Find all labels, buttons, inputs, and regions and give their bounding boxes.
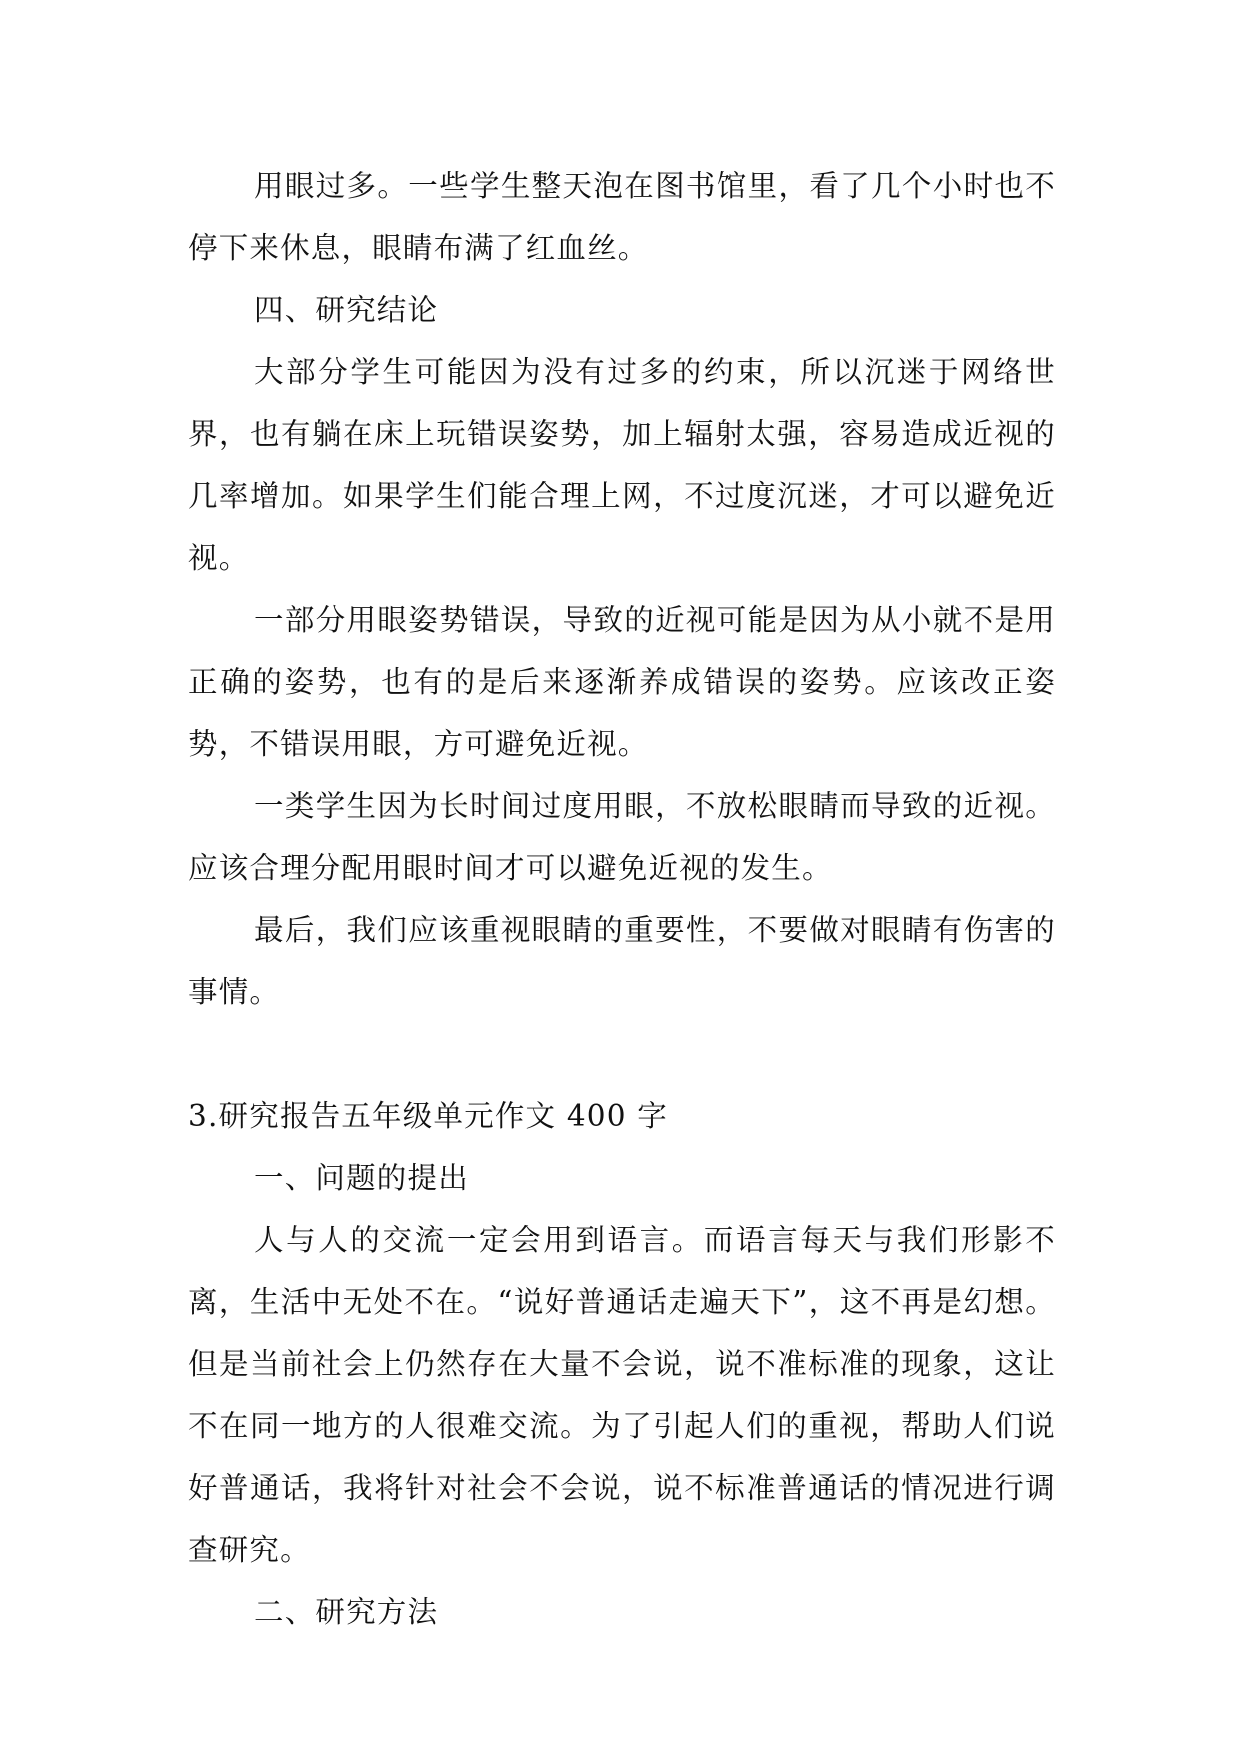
- article-title: 3.研究报告五年级单元作文 400 字: [188, 1099, 669, 1133]
- section-heading-conclusion: 四、研究结论: [254, 293, 439, 327]
- paragraph-overuse: 一类学生因为长时间过度用眼，不放松眼睛而导致的近视。应该合理分配用眼时间才可以避免近视的发生。: [188, 789, 1056, 885]
- section-heading-method: 二、研究方法: [254, 1595, 439, 1629]
- document-page: [188, 155, 1056, 1643]
- paragraph-language: 人与人的交流一定会用到语言。而语言每天与我们形影不离，生活中无处不在。“说好普通话走遍天下”，这不再是幻想。但是当前社会上仍然存在大量不会说，说不准标准的现象，这让不在同一地方的人很难交流。为了引起人们的重视，帮助人们说好普通话，我将针对社会不会说，说不标准普通话的情况进行调查研究。: [188, 1223, 1056, 1567]
- spacer: [188, 1023, 1056, 1085]
- paragraph-internet: 大部分学生可能因为没有过多的约束，所以沉迷于网络世界，也有躺在床上玩错误姿势，加上辐射太强，容易造成近视的几率增加。如果学生们能合理上网，不过度沉迷，才可以避免近视。: [188, 355, 1056, 575]
- section-heading-problem: 一、问题的提出: [254, 1161, 469, 1195]
- paragraph-posture: 一部分用眼姿势错误，导致的近视可能是因为从小就不是用正确的姿势，也有的是后来逐渐养成错误的姿势。应该改正姿势，不错误用眼，方可避免近视。: [188, 603, 1056, 761]
- paragraph-final: 最后，我们应该重视眼睛的重要性，不要做对眼睛有伤害的事情。: [188, 913, 1056, 1009]
- paragraph-eye-overuse: 用眼过多。一些学生整天泡在图书馆里，看了几个小时也不停下来休息，眼睛布满了红血丝。: [188, 169, 1056, 265]
